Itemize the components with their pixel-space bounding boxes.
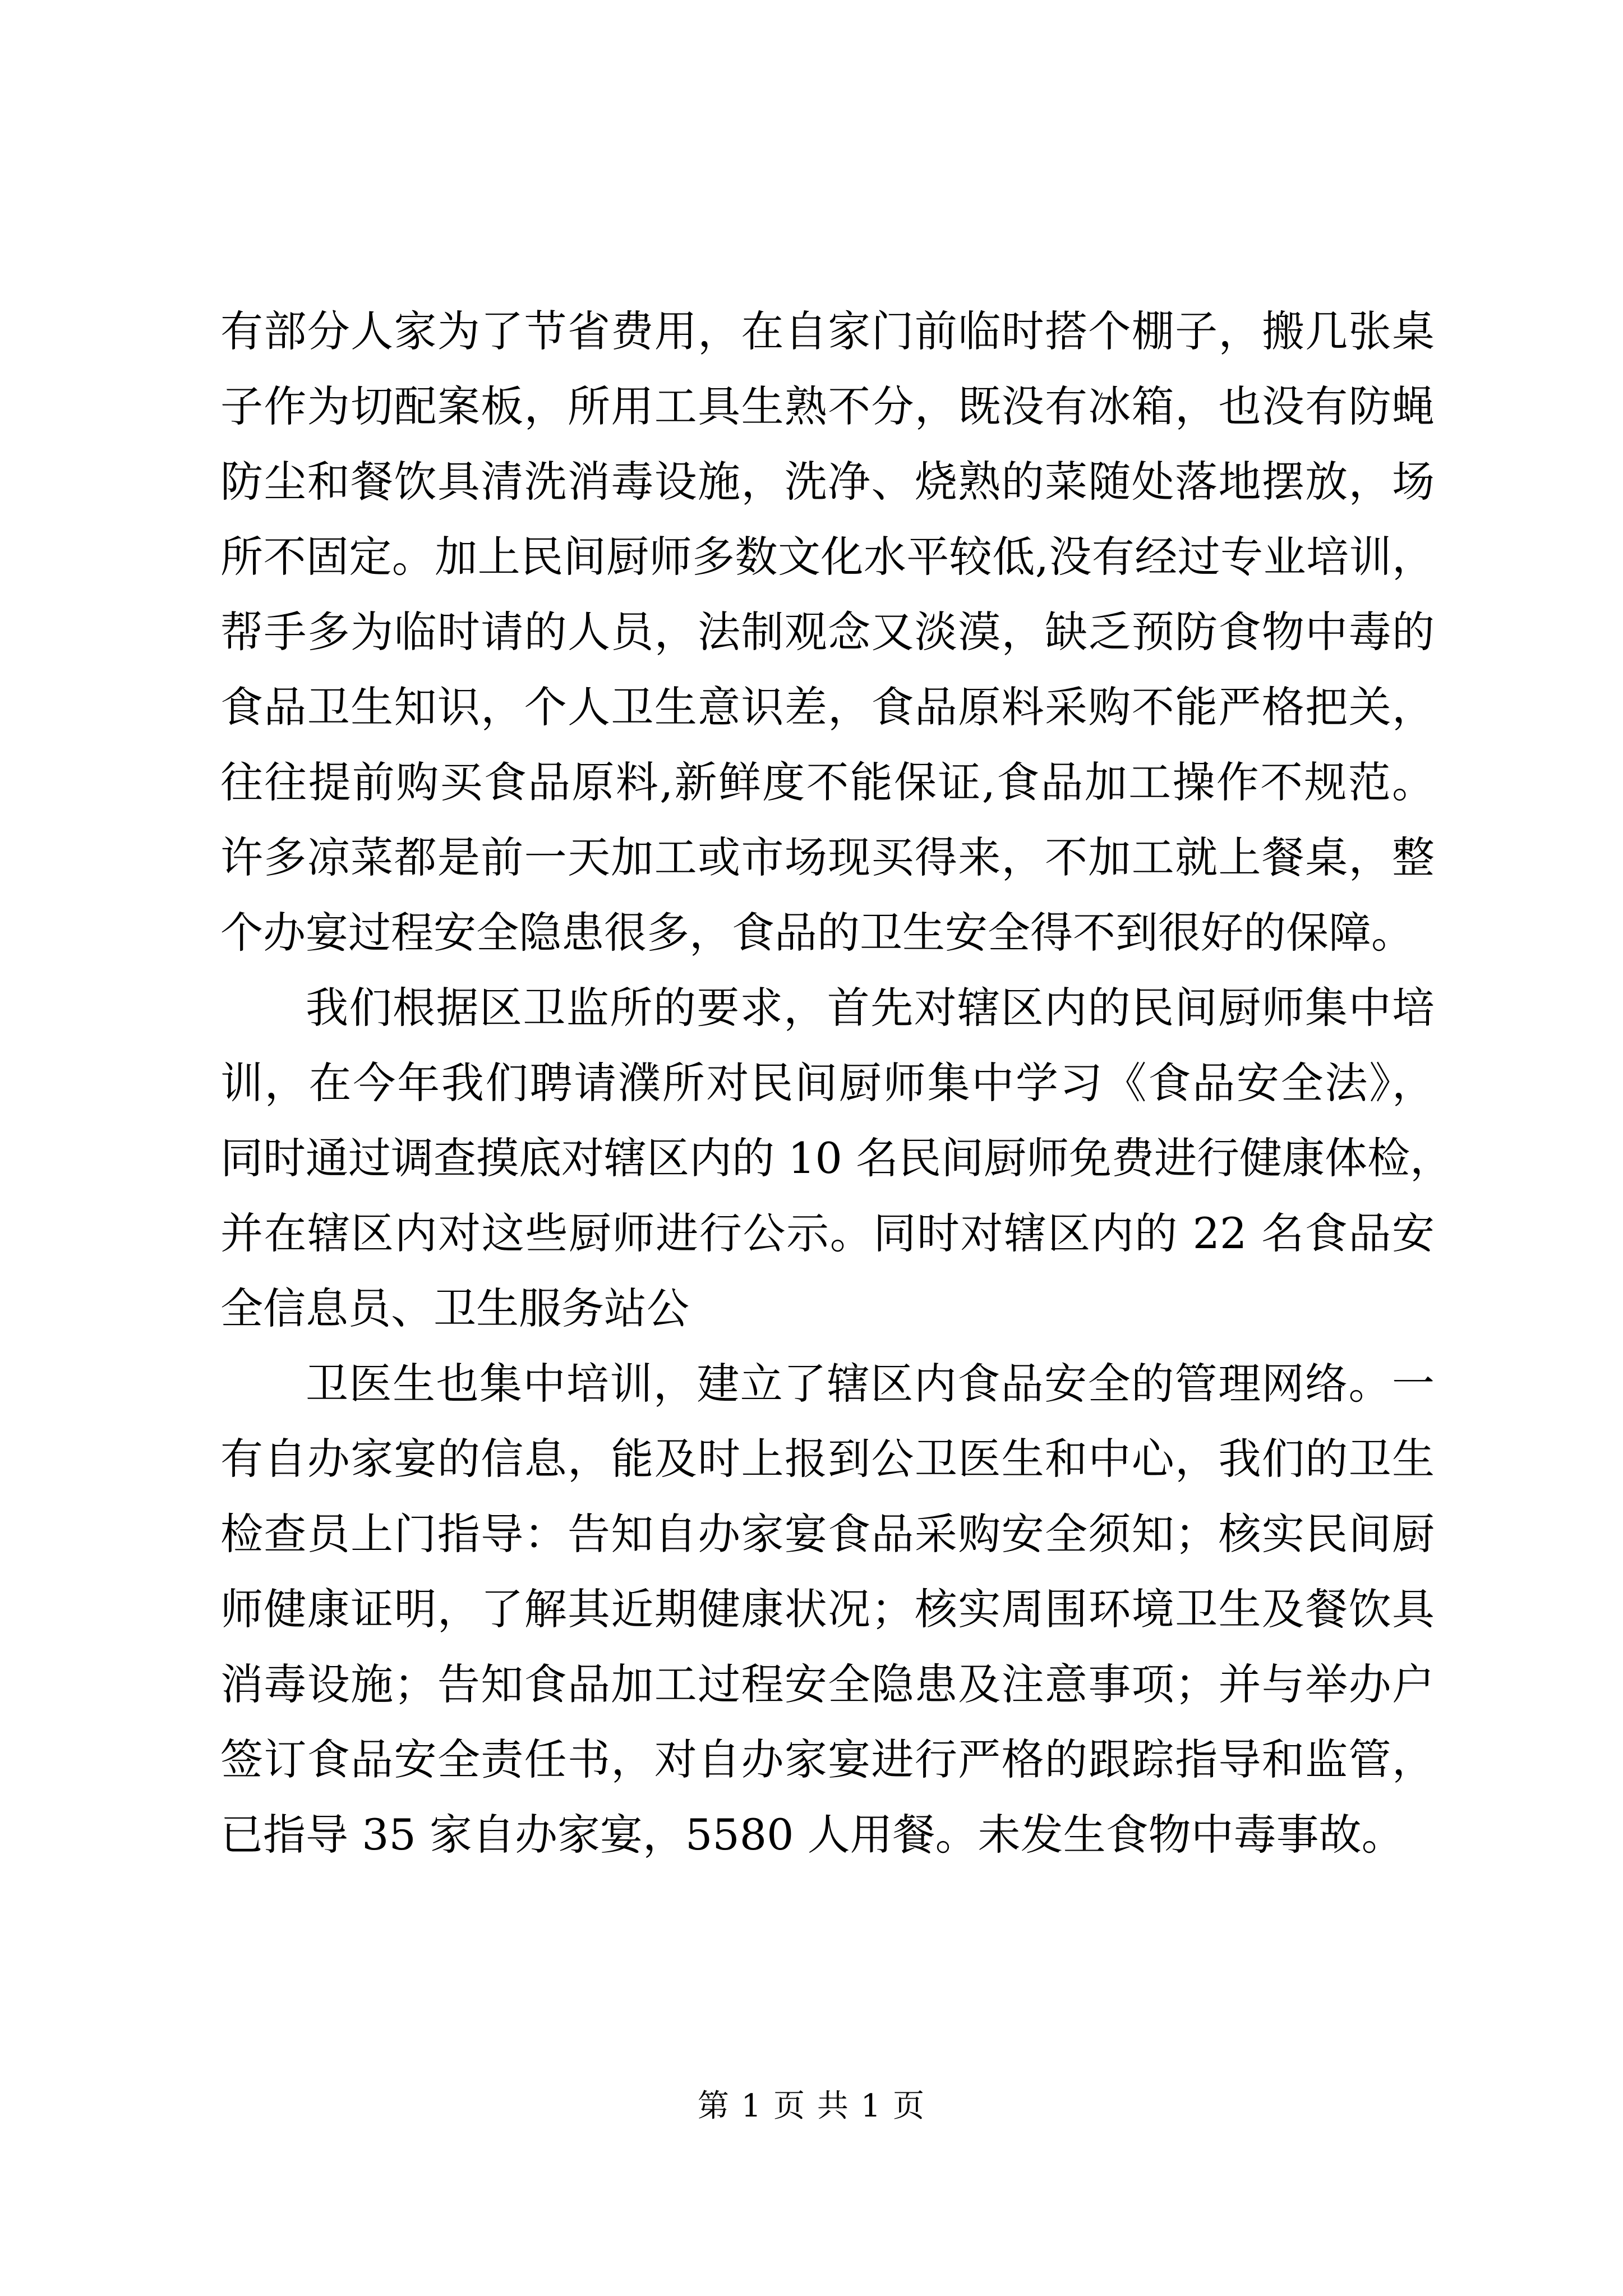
page-number-footer: 第 1 页 共 1 页	[697, 2088, 926, 2124]
text-line: 个办宴过程安全隐患很多，食品的卫生安全得不到很好的保障。	[220, 908, 1414, 958]
text-line: 许多凉菜都是前一天加工或市场现买得来，不加工就上餐桌，整	[220, 832, 1435, 882]
text-line: 帮手多为临时请的人员，法制观念又淡漠，缺乏预防食物中毒的	[220, 607, 1435, 657]
text-line: 训，在今年我们聘请濮所对民间厨师集中学习《食品安全法》，	[220, 1058, 1435, 1108]
text-line: 检查员上门指导：告知自办家宴食品采购安全须知；核实民间厨	[220, 1509, 1435, 1559]
text-line: 所不固定。加上民间厨师多数文化水平较低,没有经过专业培训，	[220, 532, 1435, 582]
text-line: 已指导 35 家自办家宴，5580 人用餐。未发生食物中毒事故。	[220, 1810, 1404, 1860]
text-line: 子作为切配案板，所用工具生熟不分，既没有冰箱，也没有防蝇	[220, 381, 1435, 431]
body-text	[220, 294, 1453, 1872]
text-line: 卫医生也集中培训，建立了辖区内食品安全的管理网络。一	[306, 1359, 1435, 1409]
text-line: 消毒设施；告知食品加工过程安全隐患及注意事项；并与举办户	[220, 1659, 1435, 1709]
text-line: 有自办家宴的信息，能及时上报到公卫医生和中心，我们的卫生	[220, 1434, 1435, 1484]
text-line: 食品卫生知识，个人卫生意识差，食品原料采购不能严格把关，	[220, 682, 1435, 732]
text-line: 防尘和餐饮具清洗消毒设施，洗净、烧熟的菜随处落地摆放，场	[220, 457, 1435, 507]
text-line: 往往提前购买食品原料,新鲜度不能保证,食品加工操作不规范。	[220, 757, 1435, 807]
text-line: 同时通过调查摸底对辖区内的 10 名民间厨师免费进行健康体检，	[220, 1133, 1453, 1183]
text-line: 全信息员、卫生服务站公	[220, 1283, 689, 1333]
text-line: 师健康证明，了解其近期健康状况；核实周围环境卫生及餐饮具	[220, 1584, 1435, 1634]
text-line: 我们根据区卫监所的要求，首先对辖区内的民间厨师集中培	[306, 983, 1435, 1033]
text-line: 并在辖区内对这些厨师进行公示。同时对辖区内的 22 名食品安	[220, 1208, 1435, 1258]
text-line: 有部分人家为了节省费用，在自家门前临时搭个棚子，搬几张桌	[220, 306, 1435, 356]
text-line: 签订食品安全责任书，对自办家宴进行严格的跟踪指导和监管，	[220, 1734, 1435, 1784]
